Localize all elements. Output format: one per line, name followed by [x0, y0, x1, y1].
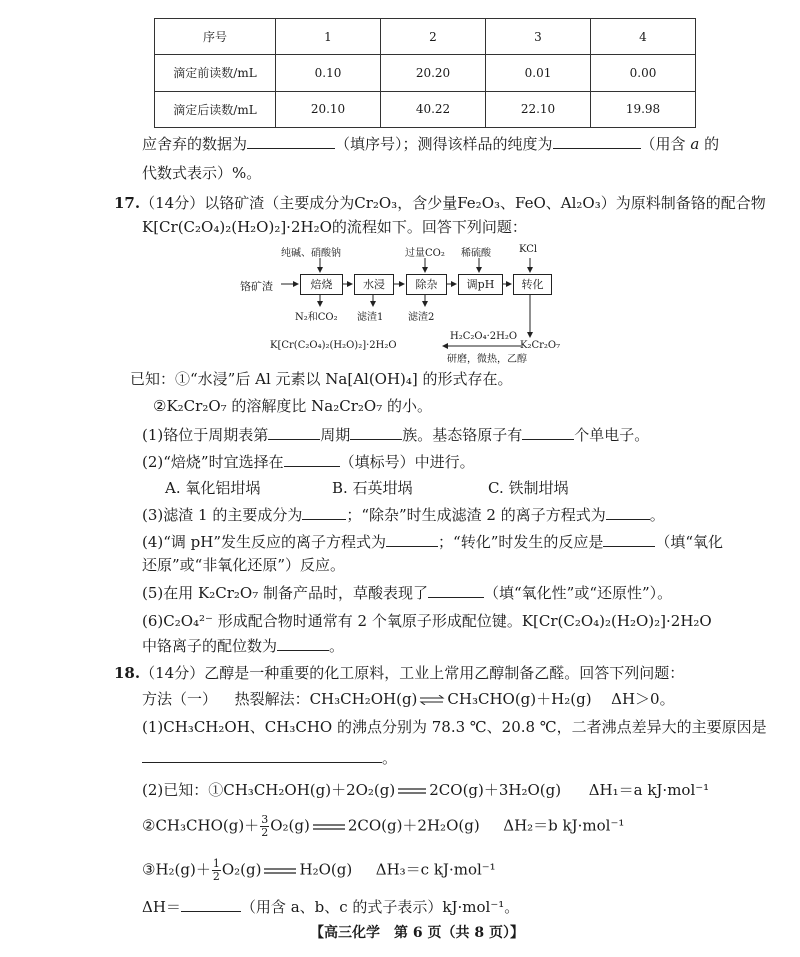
denominator: 2	[261, 826, 269, 839]
table-cell: 40.22	[381, 91, 486, 127]
q18-method1	[142, 690, 675, 708]
output-roast: N₂和CO₂	[295, 312, 338, 323]
fraction	[212, 858, 221, 883]
text: 乙醇是一种重要的化工原料，工业上常用乙醇制备乙醛。回答下列问题：	[204, 664, 685, 682]
table-header-cell: 序号	[155, 19, 276, 55]
table-cell: 0.10	[276, 55, 381, 91]
answer-blank[interactable]	[603, 532, 655, 547]
equation-right: 2CO(g)＋3H₂O(g)	[429, 781, 562, 799]
answer-blank[interactable]	[302, 505, 346, 520]
text: ，含少量	[397, 194, 458, 212]
text: （填“氧化	[655, 533, 724, 551]
equation-left: O₂(g)	[221, 860, 262, 879]
answer-blank[interactable]	[142, 748, 382, 763]
text: 。	[382, 749, 398, 767]
table-cell: 20.20	[381, 55, 486, 91]
numerator: 1	[212, 857, 220, 870]
final-product: K[Cr(C₂O₄)₂(H₂O)₂]·2H₂O	[270, 340, 397, 351]
start-material: 铬矿渣	[240, 280, 273, 293]
text: （用含 a、b、c 的式子表示）kJ·mol⁻¹。	[240, 898, 520, 916]
q17-sub5	[142, 583, 672, 602]
text: (2)已知：	[142, 781, 209, 799]
variable: a	[690, 135, 700, 153]
q18-intro	[114, 664, 684, 682]
reagent-roast: 纯碱、硝酸钠	[281, 248, 341, 259]
text: (4)“调 pH”发生反应的离子方程式为	[142, 533, 387, 551]
enthalpy: ΔH＞0。	[611, 690, 675, 708]
text: 的流程如下。回答下列问题：	[331, 218, 527, 236]
step-roast-box: 焙烧	[300, 274, 343, 295]
table-cell: 0.01	[486, 55, 591, 91]
equation-left: O₂(g)	[270, 816, 310, 835]
reagent-purify: 过量CO₂	[405, 248, 445, 259]
known-1: 已知：①“水浸”后 Al 元素以 Na[Al(OH)₄] 的形式存在。	[130, 370, 513, 388]
formula: Fe₂O₃、FeO、Al₂O₃	[457, 194, 601, 212]
equation-right: CH₃CHO(g)＋H₂(g)	[447, 690, 592, 708]
text: 以铬矿渣（主要成分为	[204, 194, 355, 212]
final-condition: 研磨，微热，乙醇	[447, 354, 527, 365]
question-number: 17.	[114, 194, 141, 212]
answer-blank[interactable]	[277, 636, 329, 651]
score: （14分）	[140, 194, 205, 212]
answer-blank[interactable]	[350, 425, 402, 440]
method-label: 方法（一）	[142, 690, 218, 708]
text: (5)在用 K₂Cr₂O₇ 制备产品时，草酸表现了	[142, 584, 428, 602]
q16-answer-line-2: 代数式表示）%。	[142, 164, 262, 182]
text: 。	[649, 506, 665, 524]
equation-right: H₂O(g)	[299, 860, 353, 879]
output-purify: 滤渣2	[408, 312, 435, 323]
question-number: 18.	[114, 664, 141, 682]
enthalpy: ΔH₂＝b kJ·mol⁻¹	[503, 816, 625, 835]
formula: Cr₂O₃	[354, 194, 398, 212]
option-c: C. 铁制坩埚	[488, 479, 569, 497]
q18-sub1-blank	[142, 748, 397, 767]
q17-sub3	[142, 505, 665, 524]
equation-left: 热裂解法：CH₃CH₂OH(g)	[234, 690, 418, 708]
equation-left: ①CH₃CH₂OH(g)＋2O₂(g)	[208, 781, 396, 799]
step-purify-box: 除杂	[406, 274, 447, 295]
numerator: 3	[261, 813, 269, 826]
step-convert-box: 转化	[513, 274, 552, 295]
equals-sign	[312, 824, 346, 830]
known-2: ②K₂Cr₂O₇ 的溶解度比 Na₂Cr₂O₇ 的小。	[153, 397, 432, 415]
text: (3)滤渣 1 的主要成分为	[142, 506, 303, 524]
q17-sub4-cont: 还原”或“非氧化还原”）反应。	[142, 556, 346, 574]
table-header-cell: 2	[381, 19, 486, 55]
option-b: B. 石英坩埚	[332, 479, 413, 497]
text: 的	[704, 135, 720, 153]
text: (1)铬位于周期表第	[142, 426, 269, 444]
equation-left: ②CH₃CHO(g)＋	[142, 816, 260, 835]
q18-eq1	[142, 781, 709, 799]
text: ΔH＝	[142, 898, 181, 916]
step-leach-box: 水浸	[354, 274, 394, 295]
equilibrium-arrow	[419, 695, 445, 705]
reagent-ph: 稀硫酸	[461, 248, 491, 259]
formula: K[Cr(C₂O₄)₂(H₂O)₂]·2H₂O	[142, 218, 332, 236]
score: （14分）	[140, 664, 205, 682]
answer-blank[interactable]	[522, 425, 574, 440]
q17-sub6-cont	[142, 636, 344, 655]
step-ph-box: 调pH	[458, 274, 503, 295]
text: （填序号）；测得该样品的纯度为	[335, 135, 553, 153]
q18-eq2	[142, 814, 624, 839]
text: 中铬离子的配位数为	[142, 637, 278, 655]
q18-answer	[142, 897, 519, 916]
q17-sub4	[142, 532, 723, 551]
answer-blank[interactable]	[268, 425, 320, 440]
enthalpy: ΔH₃＝c kJ·mol⁻¹	[375, 860, 496, 879]
text: ；“除杂”时生成滤渣 2 的离子方程式为	[346, 506, 606, 524]
answer-blank[interactable]	[181, 897, 241, 912]
page-footer: 【高三化学 第 6 页（共 8 页）】	[310, 925, 524, 941]
final-reagent: H₂C₂O₄·2H₂O	[450, 331, 518, 342]
text: ；“转化”时发生的反应是	[438, 533, 604, 551]
denominator: 2	[212, 870, 220, 883]
enthalpy: ΔH₁＝a kJ·mol⁻¹	[588, 781, 710, 799]
q18-eq3	[142, 858, 496, 883]
table-header-cell: 3	[486, 19, 591, 55]
equation-left: ③H₂(g)＋	[142, 860, 211, 879]
table-cell: 滴定后读数/mL	[155, 91, 276, 127]
q17-sub2	[142, 452, 475, 471]
text: (2)“焙烧”时宜选择在	[142, 453, 284, 471]
q17-sub1	[142, 425, 649, 444]
table-cell: 19.98	[591, 91, 696, 127]
equals-sign	[263, 868, 297, 874]
reagent-convert: KCl	[519, 244, 538, 255]
q18-sub1: (1)CH₃CH₂OH、CH₃CHO 的沸点分别为 78.3 ℃、20.8 ℃，二者沸点差异大的主要原因是	[142, 718, 767, 736]
answer-blank[interactable]	[386, 532, 438, 547]
answer-blank[interactable]	[428, 583, 484, 598]
output-leach: 滤渣1	[357, 312, 384, 323]
q17-sub6: (6)C₂O₄²⁻ 形成配合物时通常有 2 个氧原子形成配位键。K[Cr(C₂O₄)₂(H₂O)₂]·2H₂O	[142, 612, 712, 630]
equals-sign	[397, 788, 427, 794]
text: 个单电子。	[574, 426, 650, 444]
table-cell: 滴定前读数/mL	[155, 55, 276, 91]
fraction	[260, 814, 269, 839]
table-header-cell: 1	[276, 19, 381, 55]
intermediate-product: K₂Cr₂O₇	[520, 340, 561, 351]
table-cell: 0.00	[591, 55, 696, 91]
table-header-cell: 4	[591, 19, 696, 55]
text: 族。基态铬原子有	[402, 426, 523, 444]
answer-blank[interactable]	[284, 452, 340, 467]
table-cell: 22.10	[486, 91, 591, 127]
text: ）为原料制备铬的配合物	[600, 194, 766, 212]
equation-right: 2CO(g)＋2H₂O(g)	[347, 816, 480, 835]
text: 。	[329, 637, 345, 655]
text: 周期	[320, 426, 351, 444]
text: （填标号）中进行。	[339, 453, 475, 471]
option-a: A. 氧化铝坩埚	[165, 479, 261, 497]
answer-blank[interactable]	[606, 505, 650, 520]
text: （用含	[640, 135, 686, 153]
text: （填“氧化性”或“还原性”）。	[483, 584, 673, 602]
text: 应舍弃的数据为	[142, 135, 248, 153]
table-cell: 20.10	[276, 91, 381, 127]
